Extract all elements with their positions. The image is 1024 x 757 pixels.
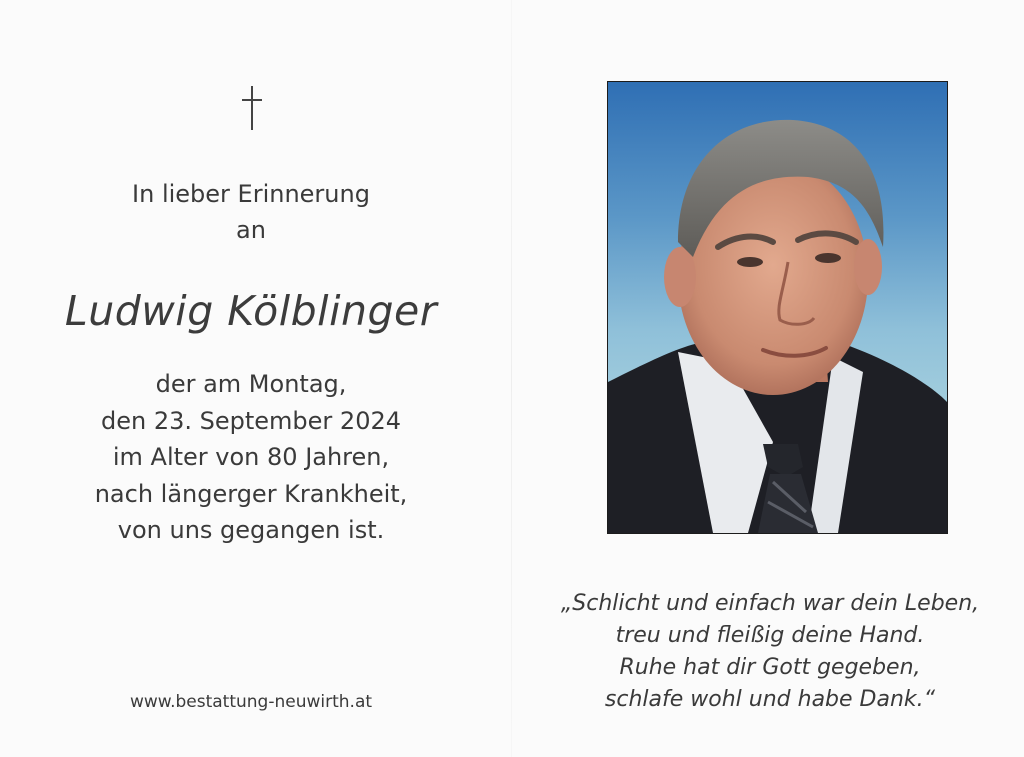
deceased-name: Ludwig Kölblinger [64, 287, 438, 335]
death-details [30, 366, 472, 549]
detail-line: der am Montag, [155, 370, 347, 398]
quote-line: schlafe wohl und habe Dank.“ [604, 687, 936, 712]
detail-line: den 23. September 2024 [101, 406, 401, 435]
intro-text [30, 176, 472, 248]
cross-icon [238, 86, 266, 130]
portrait-image [608, 82, 947, 533]
funeral-home-website: www.bestattung-neuwirth.at [129, 692, 373, 712]
quote-line: treu und fleißig deine Hand. [615, 623, 925, 648]
detail-line: von uns gegangen ist. [117, 516, 385, 544]
quote-line: „Schlicht und einfach war dein Leben, [560, 591, 980, 616]
portrait-photo [607, 81, 948, 534]
intro-line: an [236, 216, 266, 244]
card-fold [511, 0, 512, 757]
memorial-quote [530, 588, 1010, 716]
quote-line: Ruhe hat dir Gott gegeben, [619, 655, 921, 680]
intro-line: In lieber Erinnerung [132, 180, 370, 208]
detail-line: im Alter von 80 Jahren, [112, 443, 390, 471]
detail-line: nach längerger Krankheit, [94, 479, 408, 508]
